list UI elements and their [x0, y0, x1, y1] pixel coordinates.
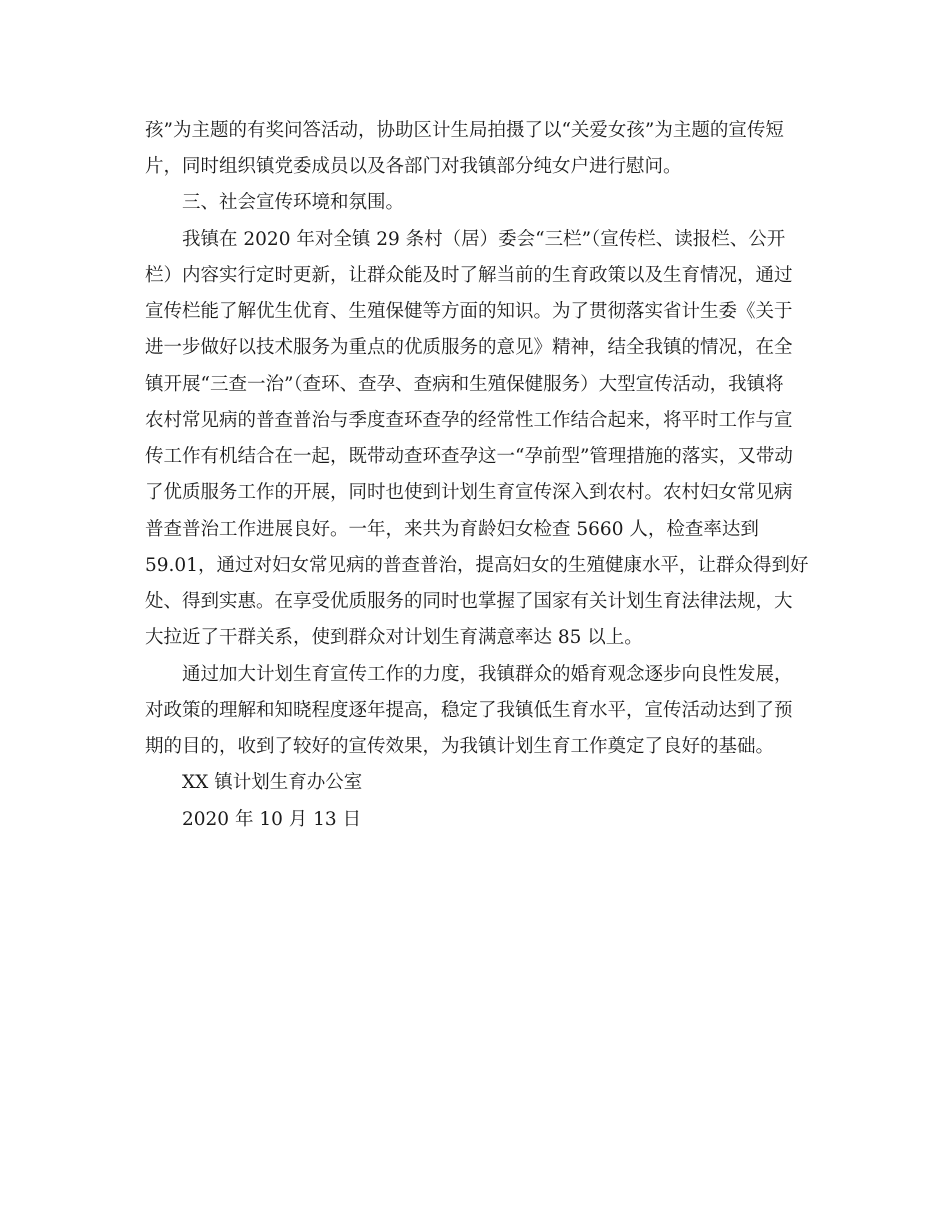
paragraph-line: 镇开展“三查一治”（查环、查孕、查病和生殖保健服务）大型宣传活动，我镇将	[145, 374, 784, 395]
paragraph-line: 期的目的，收到了较好的宣传效果，为我镇计划生育工作奠定了良好的基础。	[145, 736, 775, 757]
section-heading: 三、社会宣传环境和氛围。	[182, 192, 405, 213]
paragraph-line: 农村常见病的普查普治与季度查环查孕的经常性工作结合起来，将平时工作与宣	[145, 410, 793, 431]
paragraph-line: 传工作有机结合在一起，既带动查环查孕这一“孕前型”管理措施的落实，又带动	[145, 446, 793, 467]
paragraph-line: 栏）内容实行定时更新，让群众能及时了解当前的生育政策以及生育情况，通过	[145, 265, 793, 286]
signature-date: 2020 年 10 月 13 日	[182, 809, 362, 830]
paragraph-line: 对政策的理解和知晓程度逐年提高，稳定了我镇低生育水平，宣传活动达到了预	[145, 700, 793, 721]
paragraph-line: 59.01，通过对妇女常见病的普查普治，提高妇女的生殖健康水平，让群众得到好	[145, 555, 809, 576]
paragraph-line: 我镇在 2020 年对全镇 29 条村（居）委会“三栏”（宣传栏、读报栏、公开	[182, 229, 786, 250]
paragraph-line: 了优质服务工作的开展，同时也使到计划生育宣传深入到农村。农村妇女常见病	[145, 482, 793, 503]
signature-office: XX 镇计划生育办公室	[182, 772, 363, 793]
paragraph-line: 处、得到实惠。在享受优质服务的同时也掌握了国家有关计划生育法律法规，大	[145, 591, 793, 612]
paragraph-line: 大拉近了干群关系，使到群众对计划生育满意率达 85 以上。	[145, 627, 643, 648]
paragraph-line: 进一步做好以技术服务为重点的优质服务的意见》精神，结全我镇的情况，在全	[145, 337, 793, 358]
paragraph-line: 通过加大计划生育宣传工作的力度，我镇群众的婚育观念逐步向良性发展，	[182, 664, 793, 685]
paragraph-line: 普查普治工作进展良好。一年，来共为育龄妇女检查 5660 人，检查率达到	[145, 519, 759, 540]
paragraph-line: 孩”为主题的有奖问答活动，协助区计生局拍摄了以“关爱女孩”为主题的宣传短	[145, 120, 784, 141]
paragraph-line: 片，同时组织镇党委成员以及各部门对我镇部分纯女户进行慰问。	[145, 156, 682, 177]
paragraph-line: 宣传栏能了解优生优育、生殖保健等方面的知识。为了贯彻落实省计生委《关于	[145, 301, 793, 322]
